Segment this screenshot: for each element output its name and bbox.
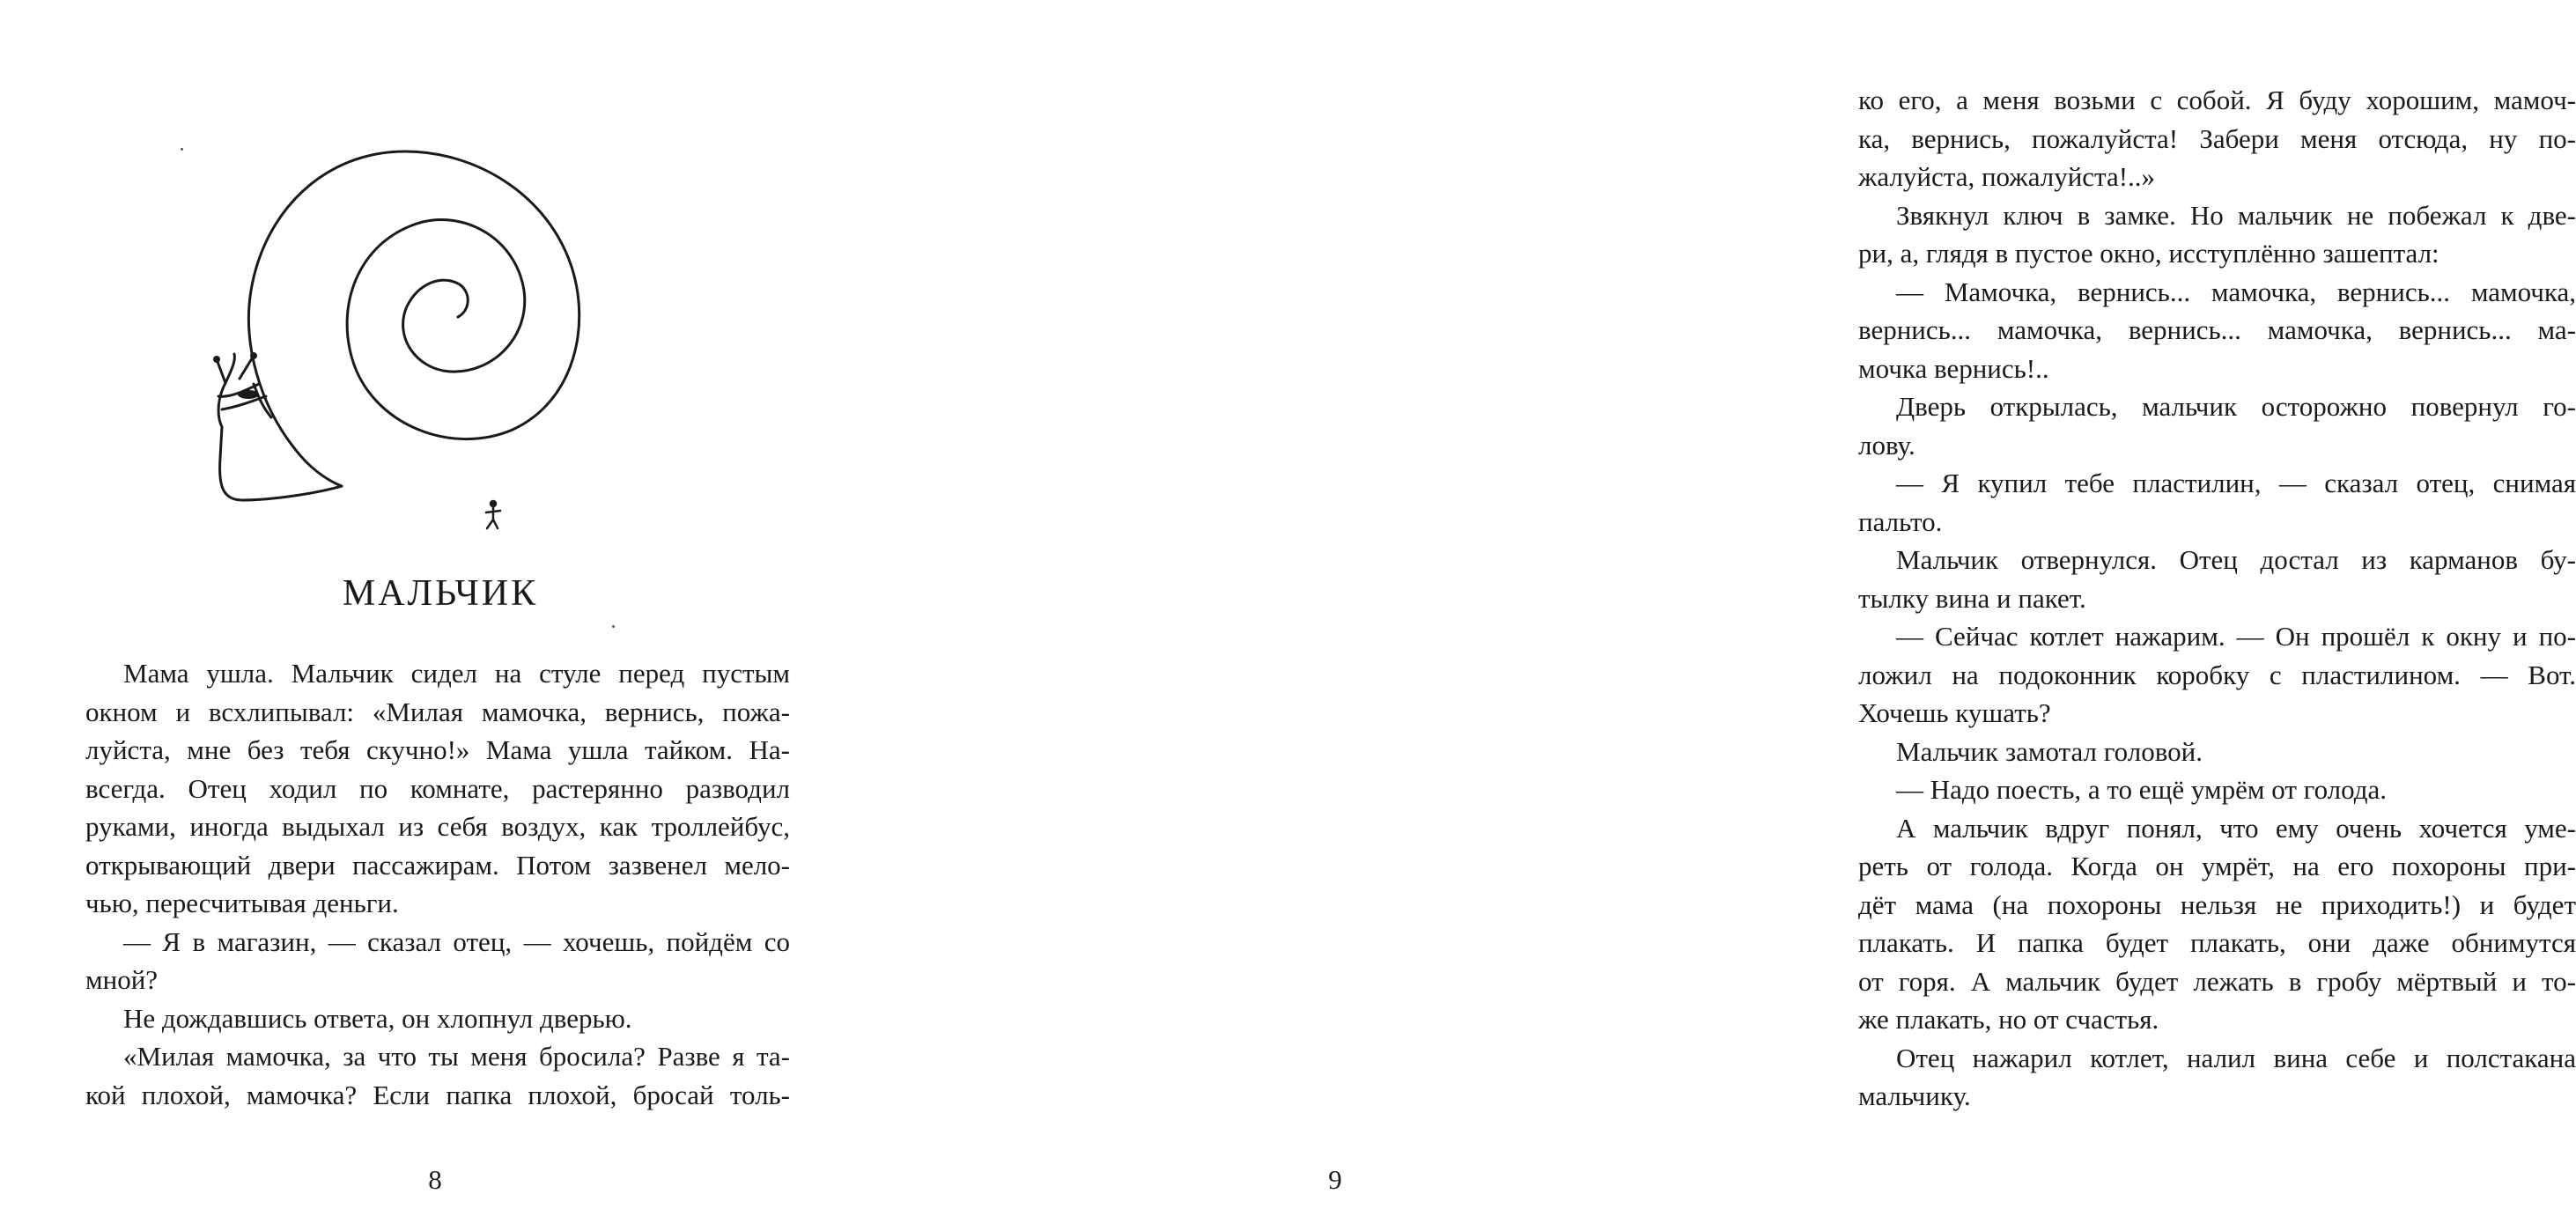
text-line: — Мамочка, вернись... мамочка, вернись... мамочка, <box>1896 276 2576 307</box>
snail-face <box>218 384 271 417</box>
text-line: мной? <box>85 964 159 995</box>
text-line: «Милая мамочка, за что ты меня бросила? Разве я та- <box>123 1041 790 1072</box>
left-page <box>0 0 881 1231</box>
text-line: руками, иногда выдыхал из себя воздух, как троллейбус, <box>85 811 790 842</box>
right-page <box>881 0 2576 1231</box>
text-line: от горя. А мальчик будет лежать в гробу мёртвый и то- <box>1858 965 2576 997</box>
text-line: — Я в магазин, — сказал отец, — хочешь, пойдём со <box>123 925 790 957</box>
text-line: Отец нажарил котлет, налил вина себе и полстакана <box>1896 1042 2576 1073</box>
text-line: ко его, а меня возьми с собой. Я буду хорошим, мамоч- <box>1858 85 2576 115</box>
text-line: — Надо поесть, а то ещё умрём от голода. <box>1896 774 2388 805</box>
text-line: мочка вернись!.. <box>1858 352 2049 384</box>
text-line: луйста, мне без тебя скучно!» Мама ушла тайком. На- <box>85 734 790 765</box>
text-line: тылку вина и пакет. <box>1858 582 2086 614</box>
text-line: Мальчик замотал головой. <box>1896 735 2203 767</box>
text-line: пальто. <box>1858 505 1943 537</box>
text-line: чью, пересчитывая деньги. <box>85 888 399 918</box>
text-line: — Сейчас котлет нажарим. — Он прошёл к окну и по- <box>1896 621 2576 652</box>
text-line: ка, вернись, пожалуйста! Забери меня отсюда, ну по- <box>1858 122 2576 154</box>
snail-antenna-right <box>240 356 254 379</box>
snail-antenna-left <box>217 359 225 383</box>
print-speck <box>181 148 183 151</box>
snail-foot <box>220 427 342 500</box>
page-number: 9 <box>1328 1164 1342 1195</box>
text-line: всегда. Отец ходил по комнате, растерянно разводил <box>85 772 790 804</box>
snail-illustration <box>167 79 590 537</box>
text-line: Хочешь кушать? <box>1858 697 2051 728</box>
text-line: реть от голода. Когда он умрёт, на его похороны при- <box>1858 851 2576 881</box>
chapter-title: МАЛЬЧИК <box>342 573 539 614</box>
tiny-figure-icon <box>486 501 500 528</box>
print-speck <box>612 625 615 628</box>
left-page-text <box>85 654 790 1114</box>
text-line: Не дождавшись ответа, он хлопнул дверью. <box>123 1002 632 1034</box>
snail-head <box>218 354 234 427</box>
text-line: жалуйста, пожалуйста!..» <box>1858 161 2156 192</box>
text-line: ложил на подоконник коробку с пластилином. — Вот. <box>1858 659 2576 690</box>
text-line: открывающий двери пассажирам. Потом зазвенел мело- <box>85 849 790 881</box>
text-line: же плакать, но от счастья. <box>1858 1004 2159 1035</box>
text-line: ри, а, глядя в пустое окно, исступлённо зашептал: <box>1858 238 2439 269</box>
text-line: дёт мама (на похороны нельзя не приходить!) и будет <box>1858 888 2576 920</box>
text-line: окном и всхлипывал: «Милая мамочка, вернись, пожа- <box>85 696 790 727</box>
text-line: кой плохой, мамочка? Если папка плохой, бросай толь- <box>85 1079 790 1110</box>
text-line: Мама ушла. Мальчик сидел на стуле перед пустым <box>123 658 790 689</box>
text-line: А мальчик вдруг понял, что ему очень хочется уме- <box>1896 812 2576 844</box>
text-line: Звякнул ключ в замке. Но мальчик не побежал к две- <box>1896 199 2576 231</box>
text-line: Дверь открылась, мальчик осторожно повернул го- <box>1896 391 2576 422</box>
text-line: лову. <box>1858 429 1915 461</box>
text-line: плакать. И папка будет плакать, они даже обнимутся <box>1858 927 2576 958</box>
text-line: мальчику. <box>1858 1080 1971 1111</box>
text-line: — Я купил тебе пластилин, — сказал отец, снимая <box>1896 468 2576 498</box>
snail-shell <box>248 151 579 486</box>
text-line: вернись... мамочка, вернись... мамочка, вернись... ма- <box>1858 314 2576 345</box>
page-number: 8 <box>428 1164 442 1195</box>
right-page-text <box>1858 81 2576 1116</box>
text-line: Мальчик отвернулся. Отец достал из карманов бу- <box>1896 544 2576 575</box>
